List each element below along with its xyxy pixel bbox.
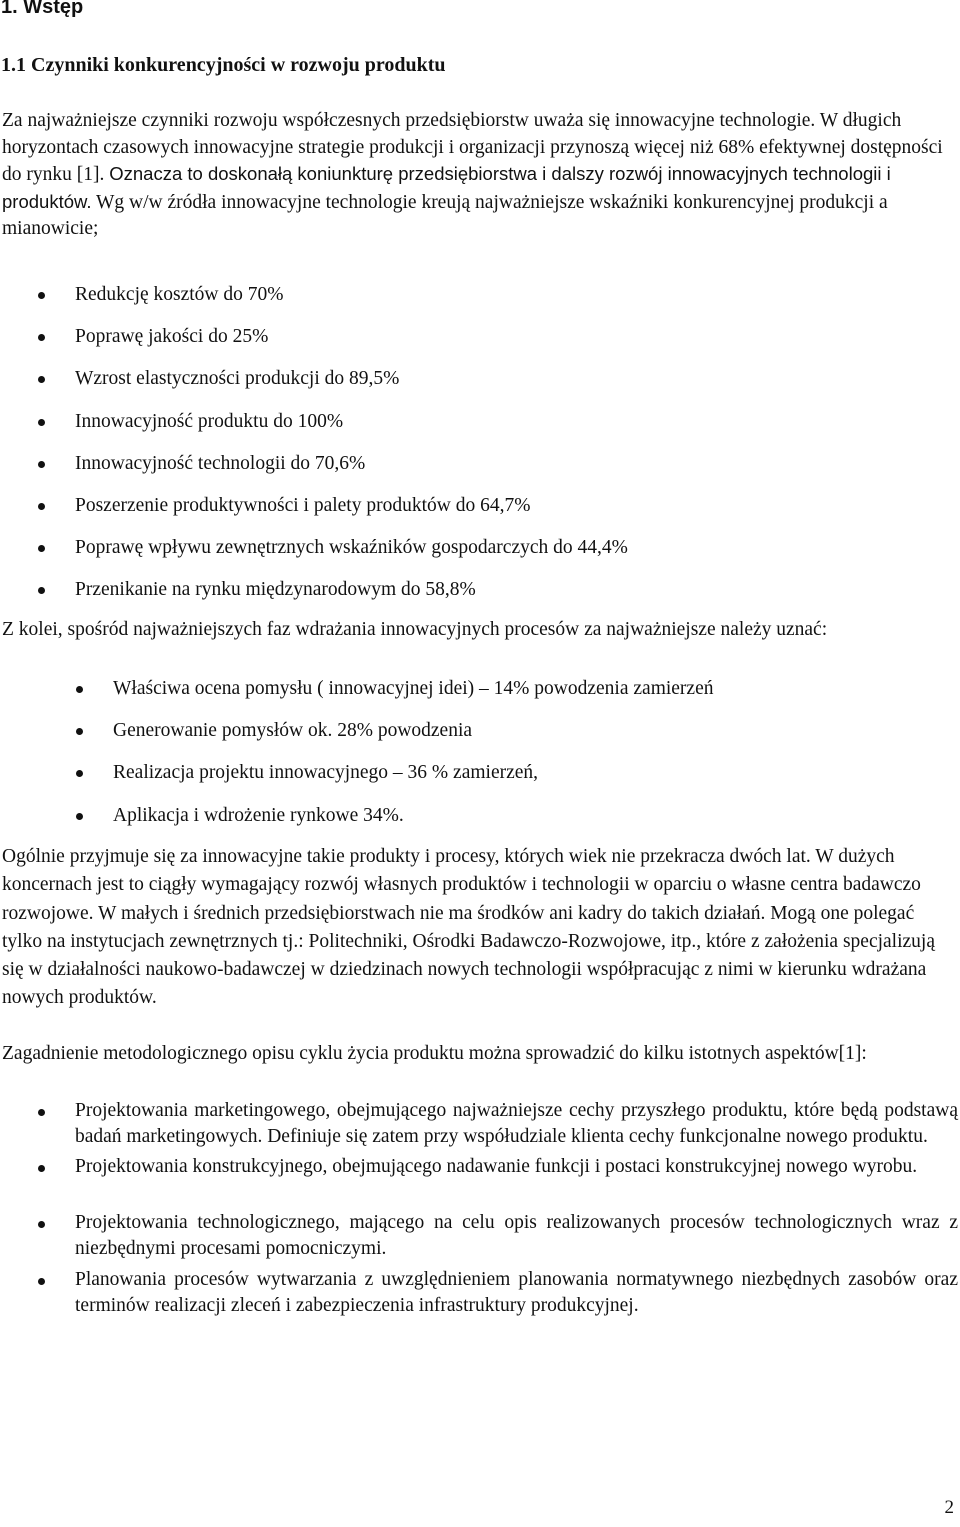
chapter-heading: 1. Wstęp [1,0,84,18]
list-item [0,366,628,408]
lifecycle-aspects-list [0,1098,960,1316]
list-item [0,803,713,845]
bullet-icon [38,587,45,594]
intro-text-b: Oznacza to doskonałą koniunkturę przedsiębiorstwa i dalszy rozwój innowacyjnych technologii i produktów. [2,163,891,212]
innovation-paragraph: Ogólnie przyjmuje się za innowacyjne takie produkty i procesy, których wiek nie przekracza dwóch lat. W dużych koncernach jest to ciągły wymagający rozwój własnych produktów i technologii w oparciu o własne centra badawczo rozwojowe. W małych i średnich przedsiębiorstwach nie ma środków ani kadry do takich działań. Mogą one polegać tylko na instytucjach zewnętrznych tj.: Politechniki, Ośrodki Badawczo-Rozwojowe, itp., które z założenia specjalizują się w działalności naukowo-badawczej w dziedzinach nowych technologii współpracując z nimi w kierunku wdrażana nowych produktów. [2,846,935,1009]
bullet-icon [76,770,83,777]
list-item-text: Wzrost elastyczności produkcji do 89,5% [75,368,400,390]
bullet-icon [38,376,45,383]
innovation-phases-list [0,676,713,845]
list-item [0,409,628,451]
list-item-text: Właściwa ocena pomysłu ( innowacyjnej idei) – 14% powodzenia zamierzeń [113,678,714,699]
list-item-text: Poprawę jakości do 25% [75,326,269,348]
bullet-icon [38,1165,45,1172]
list-item-text: Projektowania marketingowego, obejmującego najważniejsze cechy przyszłego produktu, które będą podstawą badań marketingowych. Definiuje się zatem przy współudziale klienta cechy funkcjonalne nowego produktu. [75,1100,958,1147]
list-item [0,493,628,535]
list-item [0,1267,960,1316]
list-item [0,676,713,718]
list-item-text: Redukcję kosztów do 70% [75,284,284,305]
bullet-icon [38,545,45,552]
list-item [0,451,628,493]
list-item [0,577,628,619]
bullet-icon [76,728,83,735]
intro-text-a: Za najważniejsze czynniki rozwoju współczesnych przedsiębiorstw uważa się innowacyjne technologie. W długich horyzontach czasowych innowacyjne strategie produkcji i organizacji przynoszą więcej niż 68% efektywnej dostępności do rynku [1]. [2,110,943,185]
intro-paragraph [2,108,958,243]
bullet-icon [76,813,83,820]
list-item-text: Projektowania konstrukcyjnego, obejmującego nadawanie funkcji i postaci konstrukcyjnej nowego wyrobu. [75,1156,918,1178]
list-item-text: Poprawę wpływu zewnętrznych wskaźników gospodarczych do 44,4% [75,537,628,559]
list-item-text: Realizacja projektu innowacyjnego – 36 % zamierzeń, [113,762,539,784]
list-item-text: Projektowania technologicznego, mającego na celu opis realizowanych procesów technologicznych wraz z niezbędnymi procesami pomocniczymi. [75,1212,958,1260]
list-item [0,1154,960,1196]
list-item-text: Innowacyjność technologii do 70,6% [75,452,366,474]
bullet-icon [76,686,83,693]
list-item [0,535,628,577]
list-item-text: Poszerzenie produktywności i palety produktów do 64,7% [75,494,531,516]
list-item [0,282,628,324]
competitiveness-indicators-list [0,282,628,620]
bullet-icon [38,1278,45,1285]
section-heading: 1.1 Czynniki konkurencyjności w rozwoju produktu [1,54,446,76]
page-number: 2 [944,1497,954,1518]
bullet-icon [38,461,45,468]
list-item [0,1210,960,1260]
list-item [0,1098,960,1147]
list-item-text: Generowanie pomysłów ok. 28% powodzenia [113,720,473,742]
bullet-icon [38,1221,45,1228]
list-item-text: Innowacyjność produktu do 100% [75,410,344,432]
list-item-text: Aplikacja i wdrożenie rynkowe 34%. [113,804,404,826]
phases-paragraph: Z kolei, spośród najważniejszych faz wdrażania innowacyjnych procesów za najważniejsze należy uznać: [2,619,828,640]
list-item [0,324,628,366]
list-item [0,760,713,802]
bullet-icon [38,1109,45,1116]
list-item [0,718,713,760]
bullet-icon [38,503,45,510]
bullet-icon [38,292,45,299]
list-item-text: Przenikanie na rynku międzynarodowym do 58,8% [75,579,476,601]
list-item-text: Planowania procesów wytwarzania z uwzględnieniem planowania normatywnego niezbędnych zasobów oraz terminów realizacji zleceń i zabezpieczenia infrastruktury produkcyjnej. [75,1268,958,1316]
bullet-icon [38,419,45,426]
lifecycle-paragraph: Zagadnienie metodologicznego opisu cyklu życia produktu można sprowadzić do kilku istotnych aspektów[1]: [2,1043,867,1064]
intro-text-c: Wg w/w źródła innowacyjne technologie kreują najważniejsze wskaźniki konkurencyjnej produkcji a mianowicie; [2,191,888,239]
bullet-icon [38,334,45,341]
